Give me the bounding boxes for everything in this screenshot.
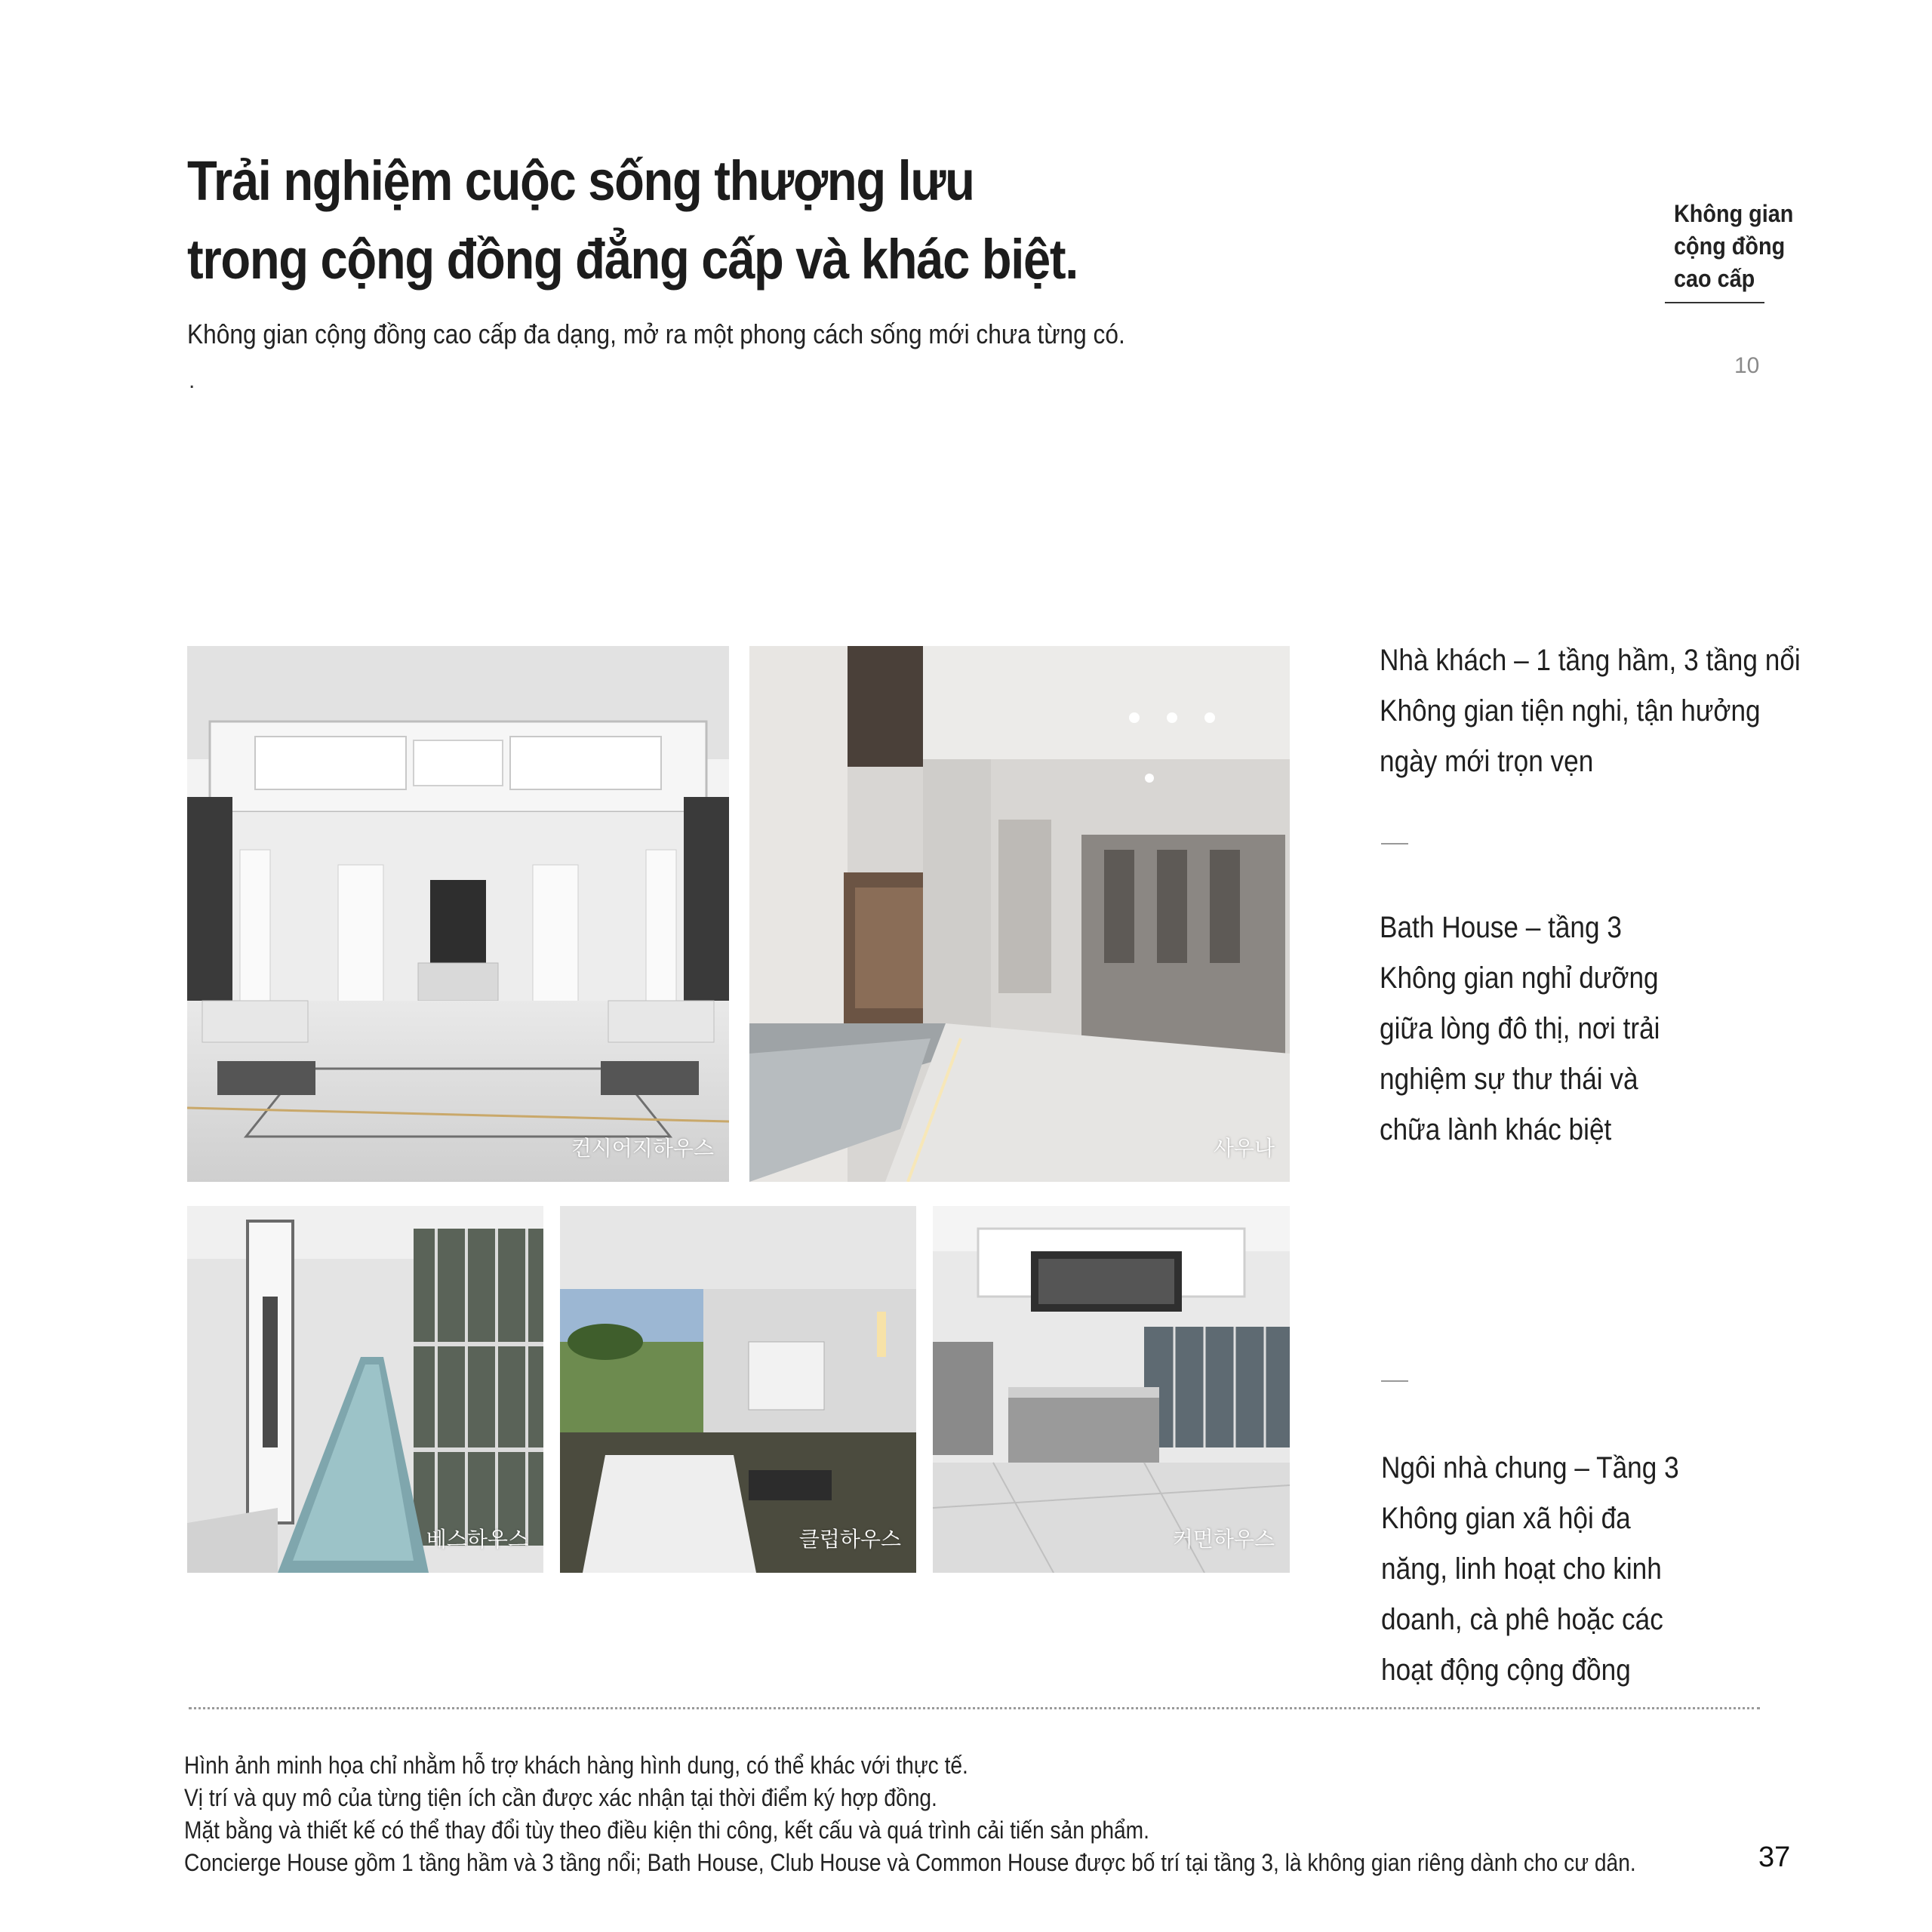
desc-bath-line-5: chữa lành khác biệt xyxy=(1380,1113,1612,1146)
section-label-line-3: cao cấp xyxy=(1674,265,1755,292)
photo-caption-concierge: 컨시어지하우스 xyxy=(571,1137,714,1160)
footer-divider xyxy=(189,1707,1760,1709)
photo-caption-bath: 베스하우스 xyxy=(426,1527,528,1551)
desc-bath-line-2: Không gian nghỉ dưỡng xyxy=(1380,961,1659,995)
desc-bath-line-3: giữa lòng đô thị, nơi trải xyxy=(1380,1012,1660,1045)
page-subtitle: Không gian cộng đồng cao cấp đa dạng, mở ra một phong cách sống mới chưa từng có. xyxy=(187,318,1125,349)
desc-common-line-5: hoạt động cộng đồng xyxy=(1381,1654,1631,1687)
desc-bath-line-1: Bath House – tầng 3 xyxy=(1380,911,1622,944)
section-label-rule xyxy=(1665,302,1764,303)
section-index: 10 xyxy=(1734,353,1760,378)
desc-common-line-2: Không gian xã hội đa xyxy=(1381,1502,1631,1535)
title-line-1: Trải nghiệm cuộc sống thượng lưu xyxy=(187,149,974,212)
desc-separator-1 xyxy=(1381,843,1408,844)
section-label xyxy=(1674,198,1793,295)
photo-caption-common: 커먼하우스 xyxy=(1172,1527,1275,1551)
desc-common-line-1: Ngôi nhà chung – Tầng 3 xyxy=(1381,1451,1679,1484)
desc-concierge-line-2: Không gian tiện nghi, tận hưởng xyxy=(1380,694,1761,728)
desc-common-line-4: doanh, cà phê hoặc các xyxy=(1381,1603,1663,1636)
photo-concierge-lobby xyxy=(187,646,729,1182)
desc-concierge-line-1: Nhà khách – 1 tầng hầm, 3 tầng nổi xyxy=(1380,644,1801,677)
desc-concierge-line-3: ngày mới trọn vẹn xyxy=(1380,745,1594,778)
footer-notes xyxy=(184,1749,1636,1879)
photo-caption-club: 클럽하우스 xyxy=(798,1527,901,1551)
desc-concierge xyxy=(1380,635,1801,787)
footer-note-2: Vị trí và quy mô của từng tiện ích cần được xác nhận tại thời điểm ký hợp đồng. xyxy=(184,1784,937,1811)
footer-note-4: Concierge House gồm 1 tầng hầm và 3 tầng nổi; Bath House, Club House và Common House được bố trí tại tầng 3, là không gian riêng dành cho cư dân. xyxy=(184,1849,1636,1876)
desc-common-line-3: năng, linh hoạt cho kinh xyxy=(1381,1552,1662,1586)
desc-bath xyxy=(1380,903,1660,1155)
section-label-line-2: cộng đồng xyxy=(1674,232,1786,260)
photo-common-house xyxy=(933,1206,1290,1573)
footer-note-1: Hình ảnh minh họa chỉ nhằm hỗ trợ khách hàng hình dung, có thể khác với thực tế. xyxy=(184,1752,968,1779)
page-title xyxy=(187,142,1250,299)
page-number: 37 xyxy=(1758,1841,1791,1873)
photo-bath-house xyxy=(187,1206,543,1573)
photo-caption-sauna: 사우나 xyxy=(1213,1137,1275,1160)
subtitle-dot: . xyxy=(189,368,195,393)
desc-common xyxy=(1381,1443,1679,1696)
photo-sauna xyxy=(749,646,1290,1182)
section-label-line-1: Không gian xyxy=(1674,200,1794,227)
photo-club-house xyxy=(560,1206,916,1573)
desc-bath-line-4: nghiệm sự thư thái và xyxy=(1380,1063,1638,1096)
desc-separator-2 xyxy=(1381,1380,1408,1382)
title-line-2: trong cộng đồng đẳng cấp và khác biệt. xyxy=(187,228,1078,291)
footer-note-3: Mặt bằng và thiết kế có thể thay đổi tùy theo điều kiện thi công, kết cấu và quá trình cải tiến sản phẩm. xyxy=(184,1817,1149,1844)
